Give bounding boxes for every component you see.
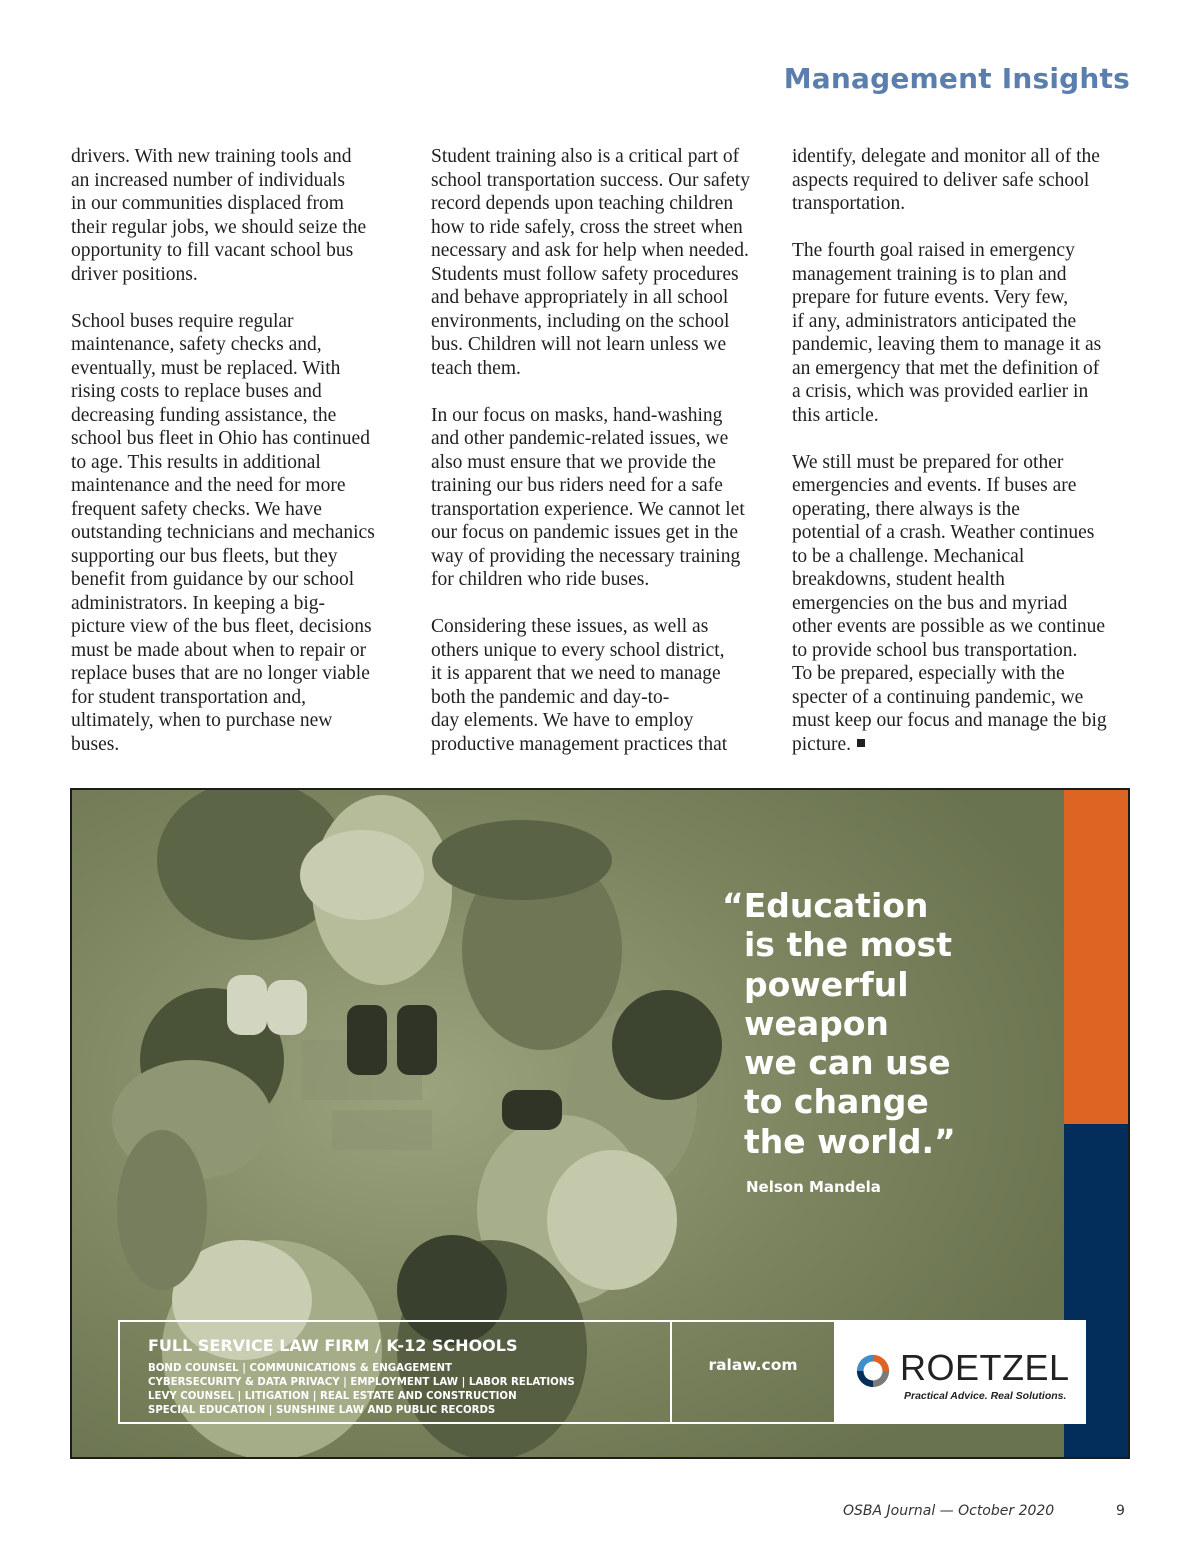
article-line: training our bus riders need for a safe xyxy=(431,475,723,496)
article-line: to age. This results in additional xyxy=(71,451,321,473)
article-line: teach them. xyxy=(431,357,521,379)
article-line: potential of a crash. Weather continues xyxy=(792,522,1095,543)
article-line: To be prepared, especially with the xyxy=(792,663,1065,684)
article-line: how to ride safely, cross the street when xyxy=(431,216,743,238)
article-line: decreasing funding assistance, the xyxy=(71,404,337,426)
article-line: maintenance and the need for more xyxy=(71,475,346,496)
article-line: day elements. We have to employ xyxy=(431,710,694,731)
article-line: identify, delegate and monitor all of the xyxy=(792,146,1100,167)
article-line: Considering these issues, as well as xyxy=(431,616,709,637)
article-line: ultimately, when to purchase new xyxy=(71,710,333,731)
article-line: picture. xyxy=(792,733,1137,757)
quote-line: to change xyxy=(744,1082,929,1122)
article-line: it is apparent that we need to manage xyxy=(431,663,721,684)
article-line: picture view of the bus fleet, decisions xyxy=(71,616,372,637)
article-line: an increased number of individuals xyxy=(71,169,345,191)
article-line: management training is to plan and xyxy=(792,263,1067,285)
article-line: Student training also is a critical part of xyxy=(431,146,740,167)
article-paragraph xyxy=(71,145,416,286)
service-line: SPECIAL EDUCATION | SUNSHINE LAW AND PUBLIC RECORDS xyxy=(148,1405,496,1416)
article-line: prepare for future events. Very few, xyxy=(792,287,1069,308)
article-line: In our focus on masks, hand-washing xyxy=(431,404,723,426)
article-column-2 xyxy=(431,145,776,780)
article-line: bus. Children will not learn unless we xyxy=(431,334,727,355)
article-line: a crisis, which was provided earlier in xyxy=(792,381,1089,402)
article-line: maintenance, safety checks and, xyxy=(71,334,322,355)
article-line: must keep our focus and manage the big xyxy=(792,710,1107,731)
roetzel-logo xyxy=(836,1320,1086,1424)
article-line: productive management practices that xyxy=(431,733,728,755)
article-paragraph xyxy=(431,615,776,756)
article-line: aspects required to deliver safe school xyxy=(792,169,1090,191)
article-line: and behave appropriately in all school xyxy=(431,287,729,308)
end-of-article-mark xyxy=(857,739,865,747)
article-line: if any, administrators anticipated the xyxy=(792,310,1077,332)
article-column-3 xyxy=(792,145,1137,780)
quote-line: is the most xyxy=(744,925,953,965)
article-line: record depends upon teaching children xyxy=(431,193,734,214)
article-paragraph xyxy=(71,310,416,757)
quote-line: the world.” xyxy=(744,1121,956,1161)
service-line: CYBERSECURITY & DATA PRIVACY | EMPLOYMENT LAW | LABOR RELATIONS xyxy=(148,1377,575,1388)
article-line: pandemic, leaving them to manage it as xyxy=(792,334,1102,355)
article-line: emergencies and events. If buses are xyxy=(792,475,1077,496)
article-line: to provide school bus transportation. xyxy=(792,639,1078,661)
article-paragraph xyxy=(792,145,1137,216)
article-paragraph xyxy=(431,145,776,380)
page-number: 9 xyxy=(1116,1503,1125,1519)
website-link[interactable]: ralaw.com xyxy=(708,1356,798,1374)
quote-line: powerful xyxy=(744,964,909,1004)
article-line: way of providing the necessary training xyxy=(431,545,741,567)
article-line: and other pandemic-related issues, we xyxy=(431,428,729,449)
article-line: buses. xyxy=(71,733,120,755)
article-line: school bus fleet in Ohio has continued xyxy=(71,428,370,449)
website-box xyxy=(670,1320,836,1424)
service-line: LEVY COUNSEL | LITIGATION | REAL ESTATE AND CONSTRUCTION xyxy=(148,1391,517,1402)
article-line: frequent safety checks. We have xyxy=(71,498,322,520)
article-line: for student transportation and, xyxy=(71,686,307,708)
service-line: BOND COUNSEL | COMMUNICATIONS & ENGAGEMENT xyxy=(148,1363,452,1374)
article-paragraph xyxy=(792,451,1137,757)
article-line: driver positions. xyxy=(71,263,198,285)
firm-title: FULL SERVICE LAW FIRM / K-12 SCHOOLS xyxy=(148,1336,518,1355)
article-line: other events are possible as we continue xyxy=(792,616,1105,637)
article-line: specter of a continuing pandemic, we xyxy=(792,686,1084,708)
orange-stripe xyxy=(1064,790,1128,1124)
article-line: breakdowns, student health xyxy=(792,569,1005,590)
article-line: Students must follow safety procedures xyxy=(431,263,739,285)
article-line: outstanding technicians and mechanics xyxy=(71,522,375,543)
advertisement xyxy=(70,788,1130,1459)
article-line: in our communities displaced from xyxy=(71,193,344,214)
article-line: The fourth goal raised in emergency xyxy=(792,240,1075,261)
firm-services-list xyxy=(148,1362,575,1418)
article-line: this article. xyxy=(792,404,879,426)
article-line: transportation. xyxy=(792,193,906,214)
footer-journal-title: OSBA Journal — October 2020 xyxy=(843,1503,1055,1519)
article-line: We still must be prepared for other xyxy=(792,451,1064,473)
article-line: operating, there always is the xyxy=(792,498,1020,520)
article-line: their regular jobs, we should seize the xyxy=(71,216,367,238)
article-line: administrators. In keeping a big- xyxy=(71,592,325,614)
article-line: drivers. With new training tools and xyxy=(71,146,352,167)
article-column-1 xyxy=(71,145,416,780)
article-line: supporting our bus fleets, but they xyxy=(71,545,338,567)
article-line: necessary and ask for help when needed. xyxy=(431,240,749,261)
article-line: school transportation success. Our safety xyxy=(431,169,750,191)
article-line: emergencies on the bus and myriad xyxy=(792,592,1068,614)
logo-wordmark: ROETZEL xyxy=(900,1347,1070,1388)
article-line: for children who ride buses. xyxy=(431,569,650,590)
article-line: transportation experience. We cannot let xyxy=(431,498,745,520)
article-line: environments, including on the school xyxy=(431,310,730,332)
article-line: to be a challenge. Mechanical xyxy=(792,545,1025,567)
article-line: others unique to every school district, xyxy=(431,639,725,661)
mandela-quote xyxy=(722,886,956,1161)
article-line: replace buses that are no longer viable xyxy=(71,663,370,684)
article-line: School buses require regular xyxy=(71,310,294,332)
quote-line: weapon xyxy=(744,1003,889,1043)
article-paragraph xyxy=(792,239,1137,427)
article-line: rising costs to replace buses and xyxy=(71,381,322,402)
section-title: Management Insights xyxy=(783,62,1130,95)
quote-author: Nelson Mandela xyxy=(746,1178,881,1196)
article-line: benefit from guidance by our school xyxy=(71,569,355,590)
article-line: both the pandemic and day-to- xyxy=(431,686,670,708)
quote-line: we can use xyxy=(744,1043,951,1083)
firm-services-box xyxy=(118,1320,672,1424)
article-line: an emergency that met the definition of xyxy=(792,357,1100,379)
article-line: eventually, must be replaced. With xyxy=(71,357,341,379)
logo-tagline: Practical Advice. Real Solutions. xyxy=(904,1390,1067,1402)
article-line: our focus on pandemic issues get in the xyxy=(431,522,739,543)
article-paragraph xyxy=(431,404,776,592)
article-line: must be made about when to repair or xyxy=(71,639,367,661)
article-line: opportunity to fill vacant school bus xyxy=(71,240,354,261)
article-line: also must ensure that we provide the xyxy=(431,451,716,473)
quote-line: “Education xyxy=(722,886,929,925)
roetzel-swirl-icon xyxy=(854,1352,892,1390)
